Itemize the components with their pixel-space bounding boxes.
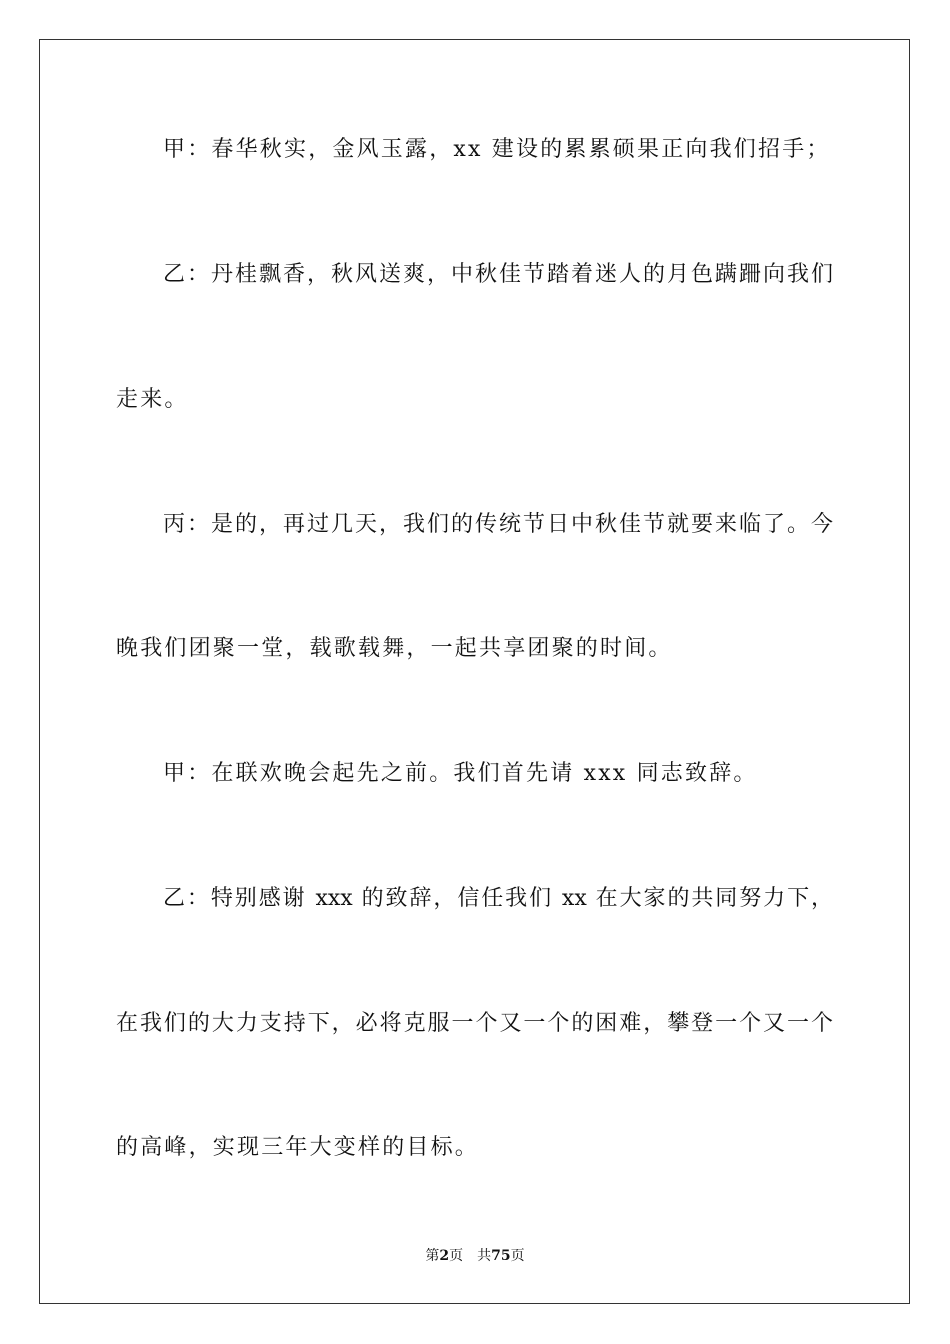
- paragraph-line: 甲：春华秋实，金风玉露，xx 建设的累累硕果正向我们招手；: [163, 137, 831, 162]
- paragraph-line: 丙：是的，再过几天，我们的传统节日中秋佳节就要来临了。今: [163, 512, 833, 537]
- paragraph-line: 乙：丹桂飘香，秋风送爽，中秋佳节踏着迷人的月色蹒跚向我们: [163, 262, 833, 287]
- footer-page-prefix: 第: [425, 1248, 440, 1264]
- paragraph-line: 乙：特别感谢 xxx 的致辞，信任我们 xx 在大家的共同努力下，: [163, 886, 833, 911]
- paragraph-line: 的高峰，实现三年大变样的目标。: [116, 1135, 480, 1160]
- paragraph-line: 晚我们团聚一堂，载歌载舞，一起共享团聚的时间。: [116, 636, 673, 661]
- footer-total-prefix: 共: [477, 1248, 492, 1264]
- footer-page-suffix: 页: [449, 1248, 464, 1264]
- footer-total-pages: 75: [491, 1248, 511, 1264]
- paragraph-line: 走来。: [116, 387, 189, 412]
- footer-page-number: 2: [439, 1248, 450, 1264]
- page-frame: [39, 39, 910, 1304]
- paragraph-line: 在我们的大力支持下，必将克服一个又一个的困难，攀登一个又一个: [116, 1011, 833, 1036]
- footer-total-suffix: 页: [510, 1248, 525, 1264]
- paragraph-line: 甲：在联欢晚会起先之前。我们首先请 xxx 同志致辞。: [163, 761, 758, 786]
- page-footer: [0, 1246, 950, 1266]
